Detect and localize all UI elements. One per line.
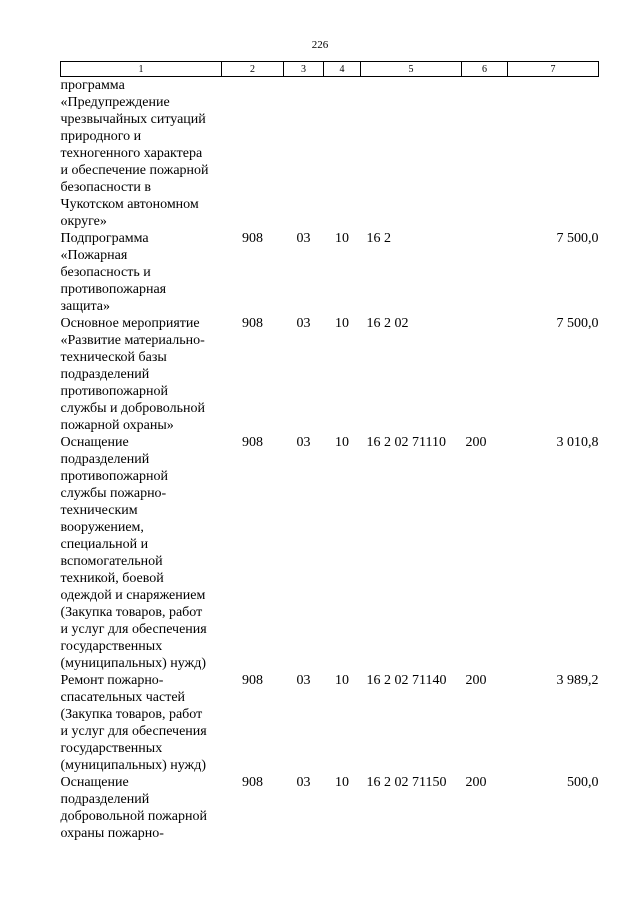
column-header: 5 xyxy=(361,62,462,77)
subsection-code xyxy=(324,77,361,231)
section-code: 03 xyxy=(296,435,311,450)
grbs-code: 908 xyxy=(242,316,263,331)
amount: 7 500,0 xyxy=(556,316,599,331)
grbs-code: 908 xyxy=(242,673,263,688)
target-article-code: 16 2 02 xyxy=(366,316,409,331)
target-article-code: 16 2 02 71140 xyxy=(366,673,447,688)
table-row xyxy=(61,774,599,842)
table-row xyxy=(61,434,599,672)
table-row xyxy=(61,230,599,315)
grbs-code: 908 xyxy=(242,231,263,246)
section-code: 03 xyxy=(296,673,311,688)
amount: 500,0 xyxy=(567,775,599,790)
table-row xyxy=(61,77,599,231)
column-number-row xyxy=(61,62,599,77)
expense-type-code: 200 xyxy=(465,673,487,688)
amount xyxy=(508,77,599,231)
column-header: 2 xyxy=(222,62,284,77)
section-code: 03 xyxy=(296,231,311,246)
item-name: Оснащение подразделений противопожарной службы пожарно- техническим вооружением, специальной и вспомогательной техникой, боевой одеждой и снаряжением (Закупка товаров, работ и услуг для обеспечения государственных (муниципальных) нужд) xyxy=(60,435,207,671)
section-code: 03 xyxy=(296,316,311,331)
section-code xyxy=(284,77,324,231)
amount: 7 500,0 xyxy=(556,231,599,246)
expense-type-code xyxy=(462,230,508,315)
grbs-code xyxy=(222,77,284,231)
item-name: программа «Предупреждение чрезвычайных ситуаций природного и техногенного характера и обеспечение пожарной безопасности в Чукотском автономном округе» xyxy=(60,78,209,229)
column-header: 6 xyxy=(462,62,508,77)
subsection-code: 10 xyxy=(335,316,349,331)
expense-type-code: 200 xyxy=(465,775,487,790)
grbs-code: 908 xyxy=(242,775,263,790)
page-number: 226 xyxy=(311,39,329,51)
subsection-code: 10 xyxy=(335,231,349,246)
amount: 3 989,2 xyxy=(556,673,599,688)
table-row xyxy=(61,672,599,774)
subsection-code: 10 xyxy=(335,775,349,790)
target-article-code: 16 2 02 71110 xyxy=(366,435,446,450)
section-code: 03 xyxy=(296,775,311,790)
target-article-code: 16 2 xyxy=(366,231,391,246)
column-header: 1 xyxy=(61,62,222,77)
amount: 3 010,8 xyxy=(556,435,599,450)
expense-type-code xyxy=(462,315,508,434)
expense-type-code: 200 xyxy=(465,435,487,450)
target-article-code: 16 2 02 71150 xyxy=(366,775,447,790)
column-header: 4 xyxy=(324,62,361,77)
item-name: Подпрограмма «Пожарная безопасность и противопожарная защита» xyxy=(60,231,167,314)
budget-table xyxy=(60,61,599,842)
item-name: Ремонт пожарно- спасательных частей (Закупка товаров, работ и услуг для обеспечения государственных (муниципальных) нужд) xyxy=(60,673,207,773)
expense-type-code xyxy=(462,77,508,231)
target-article-code xyxy=(361,77,462,231)
subsection-code: 10 xyxy=(335,435,349,450)
grbs-code: 908 xyxy=(242,435,263,450)
column-header: 3 xyxy=(284,62,324,77)
column-header: 7 xyxy=(508,62,599,77)
item-name: Оснащение подразделений добровольной пожарной охраны пожарно- xyxy=(60,775,207,841)
table-row xyxy=(61,315,599,434)
subsection-code: 10 xyxy=(335,673,349,688)
item-name: Основное мероприятие «Развитие материально- технической базы подразделений противопожарной службы и добровольной пожарной охраны» xyxy=(60,316,205,433)
